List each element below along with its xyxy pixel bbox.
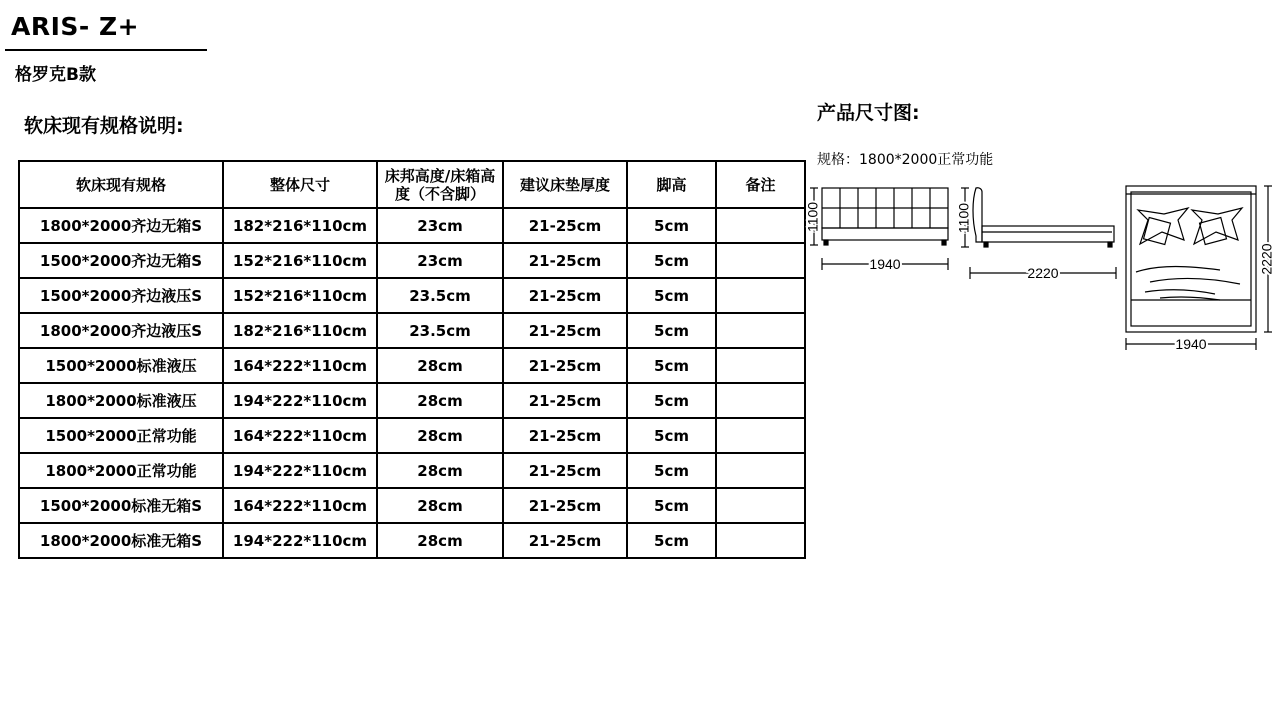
cell-spec: 1800*2000标准无箱S bbox=[19, 523, 223, 558]
cell-frame-height: 28cm bbox=[377, 453, 503, 488]
cell-size: 194*222*110cm bbox=[223, 523, 377, 558]
table-row bbox=[19, 313, 805, 348]
cell-frame-height: 28cm bbox=[377, 488, 503, 523]
cell-size: 182*216*110cm bbox=[223, 208, 377, 243]
cell-spec: 1800*2000齐边液压S bbox=[19, 313, 223, 348]
cell-note bbox=[716, 348, 805, 383]
cell-frame-height: 23cm bbox=[377, 208, 503, 243]
side-length-label: 2220 bbox=[1027, 265, 1059, 281]
cell-leg: 5cm bbox=[627, 243, 716, 278]
cell-leg: 5cm bbox=[627, 313, 716, 348]
cell-mattress: 21-25cm bbox=[503, 313, 627, 348]
cell-mattress: 21-25cm bbox=[503, 418, 627, 453]
column-header-leg: 脚高 bbox=[627, 161, 716, 208]
brand-underline bbox=[5, 49, 207, 51]
cell-size: 152*216*110cm bbox=[223, 278, 377, 313]
column-header-frame-height: 床邦高度/床箱高度（不含脚） bbox=[377, 161, 503, 208]
cell-mattress: 21-25cm bbox=[503, 453, 627, 488]
column-header-mattress: 建议床垫厚度 bbox=[503, 161, 627, 208]
cell-spec: 1800*2000标准液压 bbox=[19, 383, 223, 418]
table-row bbox=[19, 383, 805, 418]
cell-mattress: 21-25cm bbox=[503, 243, 627, 278]
cell-mattress: 21-25cm bbox=[503, 488, 627, 523]
cell-size: 194*222*110cm bbox=[223, 383, 377, 418]
cell-leg: 5cm bbox=[627, 383, 716, 418]
cell-size: 164*222*110cm bbox=[223, 488, 377, 523]
cell-leg: 5cm bbox=[627, 208, 716, 243]
cell-spec: 1800*2000齐边无箱S bbox=[19, 208, 223, 243]
cell-note bbox=[716, 418, 805, 453]
cell-note bbox=[716, 313, 805, 348]
column-header-note: 备注 bbox=[716, 161, 805, 208]
table-row bbox=[19, 348, 805, 383]
cell-mattress: 21-25cm bbox=[503, 278, 627, 313]
diagram-spec-label: 规格：1800*2000正常功能 bbox=[817, 152, 994, 168]
top-view-drawing bbox=[1126, 186, 1272, 350]
side-height-label: 1100 bbox=[955, 202, 972, 234]
cell-leg: 5cm bbox=[627, 453, 716, 488]
cell-frame-height: 28cm bbox=[377, 523, 503, 558]
spec-section-title: 软床现有规格说明: bbox=[24, 115, 184, 137]
top-width-label: 1940 bbox=[1175, 336, 1207, 352]
cell-frame-height: 23.5cm bbox=[377, 313, 503, 348]
table-row bbox=[19, 488, 805, 523]
cell-spec: 1500*2000正常功能 bbox=[19, 418, 223, 453]
table-row bbox=[19, 208, 805, 243]
cell-note bbox=[716, 488, 805, 523]
cell-size: 164*222*110cm bbox=[223, 418, 377, 453]
cell-note bbox=[716, 383, 805, 418]
cell-note bbox=[716, 278, 805, 313]
cell-mattress: 21-25cm bbox=[503, 523, 627, 558]
cell-mattress: 21-25cm bbox=[503, 348, 627, 383]
table-row bbox=[19, 418, 805, 453]
model-name: 格罗克B款 bbox=[15, 65, 96, 85]
cell-frame-height: 28cm bbox=[377, 348, 503, 383]
cell-frame-height: 28cm bbox=[377, 418, 503, 453]
cell-size: 164*222*110cm bbox=[223, 348, 377, 383]
cell-leg: 5cm bbox=[627, 348, 716, 383]
table-header-row bbox=[19, 161, 805, 208]
cell-spec: 1500*2000齐边液压S bbox=[19, 278, 223, 313]
cell-size: 152*216*110cm bbox=[223, 243, 377, 278]
table-row bbox=[19, 523, 805, 558]
cell-leg: 5cm bbox=[627, 488, 716, 523]
bed-dimension-drawing bbox=[800, 180, 1280, 360]
cell-frame-height: 23cm bbox=[377, 243, 503, 278]
cell-leg: 5cm bbox=[627, 278, 716, 313]
diagram-title: 产品尺寸图: bbox=[817, 102, 920, 124]
spec-table bbox=[18, 160, 806, 559]
cell-spec: 1500*2000标准无箱S bbox=[19, 488, 223, 523]
cell-mattress: 21-25cm bbox=[503, 383, 627, 418]
table-row bbox=[19, 278, 805, 313]
front-width-label: 1940 bbox=[869, 256, 901, 272]
cell-frame-height: 23.5cm bbox=[377, 278, 503, 313]
cell-mattress: 21-25cm bbox=[503, 208, 627, 243]
cell-note bbox=[716, 243, 805, 278]
cell-note bbox=[716, 523, 805, 558]
cell-spec: 1800*2000正常功能 bbox=[19, 453, 223, 488]
column-header-spec: 软床现有规格 bbox=[19, 161, 223, 208]
cell-leg: 5cm bbox=[627, 418, 716, 453]
cell-frame-height: 28cm bbox=[377, 383, 503, 418]
cell-spec: 1500*2000齐边无箱S bbox=[19, 243, 223, 278]
cell-size: 194*222*110cm bbox=[223, 453, 377, 488]
cell-spec: 1500*2000标准液压 bbox=[19, 348, 223, 383]
top-length-label: 2220 bbox=[1258, 243, 1275, 275]
cell-note bbox=[716, 453, 805, 488]
cell-note bbox=[716, 208, 805, 243]
front-height-label: 1100 bbox=[804, 201, 821, 233]
column-header-size: 整体尺寸 bbox=[223, 161, 377, 208]
cell-leg: 5cm bbox=[627, 523, 716, 558]
table-row bbox=[19, 453, 805, 488]
table-row bbox=[19, 243, 805, 278]
cell-size: 182*216*110cm bbox=[223, 313, 377, 348]
brand-title: ARIS- Z+ bbox=[11, 12, 140, 41]
